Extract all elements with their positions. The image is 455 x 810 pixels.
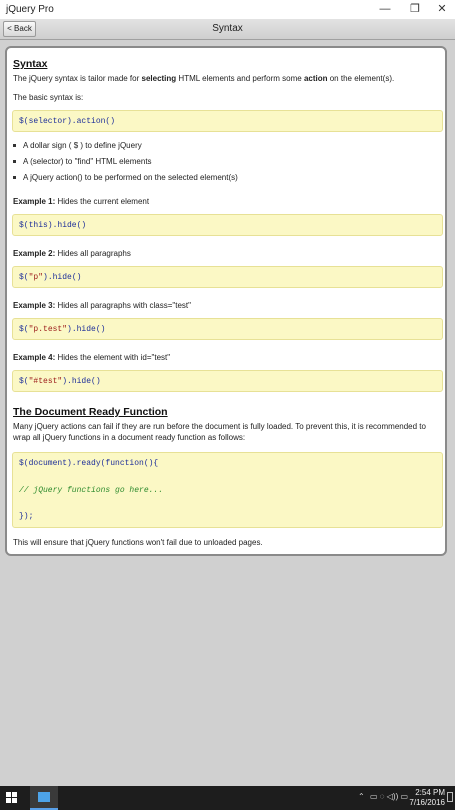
app-icon <box>38 792 50 802</box>
example-2-label <box>13 248 441 259</box>
document-ready-footer: This will ensure that jQuery functions won't fail due to unloaded pages. <box>13 538 263 547</box>
code-text: $( <box>19 377 29 386</box>
code-text: $(this).hide() <box>19 221 87 230</box>
code-string: "#test" <box>28 377 63 386</box>
code-line: $(document).ready(function(){ <box>19 459 159 468</box>
code-string: "p" <box>28 273 44 282</box>
tray-chevron-icon[interactable]: ⌃ <box>358 792 365 801</box>
example-desc: Hides all paragraphs with class="test" <box>55 301 191 310</box>
page-title: Syntax <box>212 23 243 34</box>
code-line <box>19 273 81 282</box>
example-label: Example 4: <box>13 353 56 362</box>
app-header <box>0 19 455 40</box>
list-item <box>13 141 142 150</box>
example-desc: Hides the current element <box>55 197 150 206</box>
bullet-text: A jQuery action() to be performed on the selected element(s) <box>23 173 238 182</box>
code-block-basic <box>12 110 443 132</box>
restore-button[interactable]: ❐ <box>410 3 420 15</box>
code-block-document-ready <box>12 452 443 528</box>
bullet-text: A (selector) to "find" HTML elements <box>23 157 152 166</box>
minimize-button[interactable]: — <box>379 3 391 15</box>
code-block-example-3 <box>12 318 443 340</box>
content-card <box>5 46 447 556</box>
basic-syntax-label: The basic syntax is: <box>13 93 84 102</box>
code-text: $( <box>19 325 29 334</box>
example-label: Example 2: <box>13 249 56 258</box>
list-item <box>13 157 152 166</box>
intro-text: The jQuery syntax is tailor made for <box>13 74 142 83</box>
code-block-example-1 <box>12 214 443 236</box>
intro-bold-selecting: selecting <box>141 74 177 83</box>
example-4-label <box>13 352 441 363</box>
example-desc: Hides the element with id="test" <box>55 353 171 362</box>
example-1-label <box>13 196 441 207</box>
bullet-icon <box>13 160 16 163</box>
taskbar-clock[interactable] <box>409 788 445 808</box>
code-line <box>19 377 101 386</box>
close-button[interactable]: ✕ <box>437 3 447 15</box>
code-string: "p.test" <box>28 325 68 334</box>
taskbar-app-jquery-pro[interactable] <box>30 786 58 810</box>
example-desc: Hides all paragraphs <box>55 249 131 258</box>
code-line <box>19 325 105 334</box>
code-text: ).hide() <box>62 377 101 386</box>
code-comment: // jQuery functions go here... <box>19 486 164 495</box>
document-ready-heading: The Document Ready Function <box>13 406 168 418</box>
code-text: ).hide() <box>43 273 82 282</box>
notification-icon[interactable] <box>447 792 453 802</box>
example-label: Example 1: <box>13 197 56 206</box>
example-label: Example 3: <box>13 301 56 310</box>
windows-start-icon[interactable] <box>6 792 18 804</box>
code-line <box>19 221 86 230</box>
clock-time: 2:54 PM <box>415 788 445 797</box>
code-line: }); <box>19 512 34 521</box>
tray-icons[interactable]: ▭ ◌ ◁)) ▭ <box>370 792 409 801</box>
intro-text-end: on the element(s). <box>327 74 395 83</box>
code-block-example-2 <box>12 266 443 288</box>
bullet-text: A dollar sign ( $ ) to define jQuery <box>23 141 142 150</box>
taskbar <box>0 786 455 810</box>
window-titlebar <box>0 0 455 19</box>
syntax-heading: Syntax <box>13 58 48 70</box>
code-line: $(selector).action() <box>19 117 116 126</box>
example-3-label <box>13 300 441 311</box>
clock-date: 7/16/2016 <box>409 798 445 807</box>
code-text: $( <box>19 273 29 282</box>
code-block-example-4 <box>12 370 443 392</box>
syntax-intro <box>13 73 441 84</box>
list-item <box>13 173 238 182</box>
bullet-icon <box>13 176 16 179</box>
bullet-icon <box>13 144 16 147</box>
intro-text-mid: HTML elements and perform some <box>176 74 304 83</box>
code-text: ).hide() <box>67 325 106 334</box>
back-button[interactable]: < Back <box>3 21 36 37</box>
intro-bold-action: action <box>303 74 328 83</box>
window-title: jQuery Pro <box>6 4 54 15</box>
document-ready-text: Many jQuery actions can fail if they are run before the document is fully loaded. To prevent this, it is recommended to wrap all jQuery functions in a document ready function as follows: <box>13 422 426 442</box>
